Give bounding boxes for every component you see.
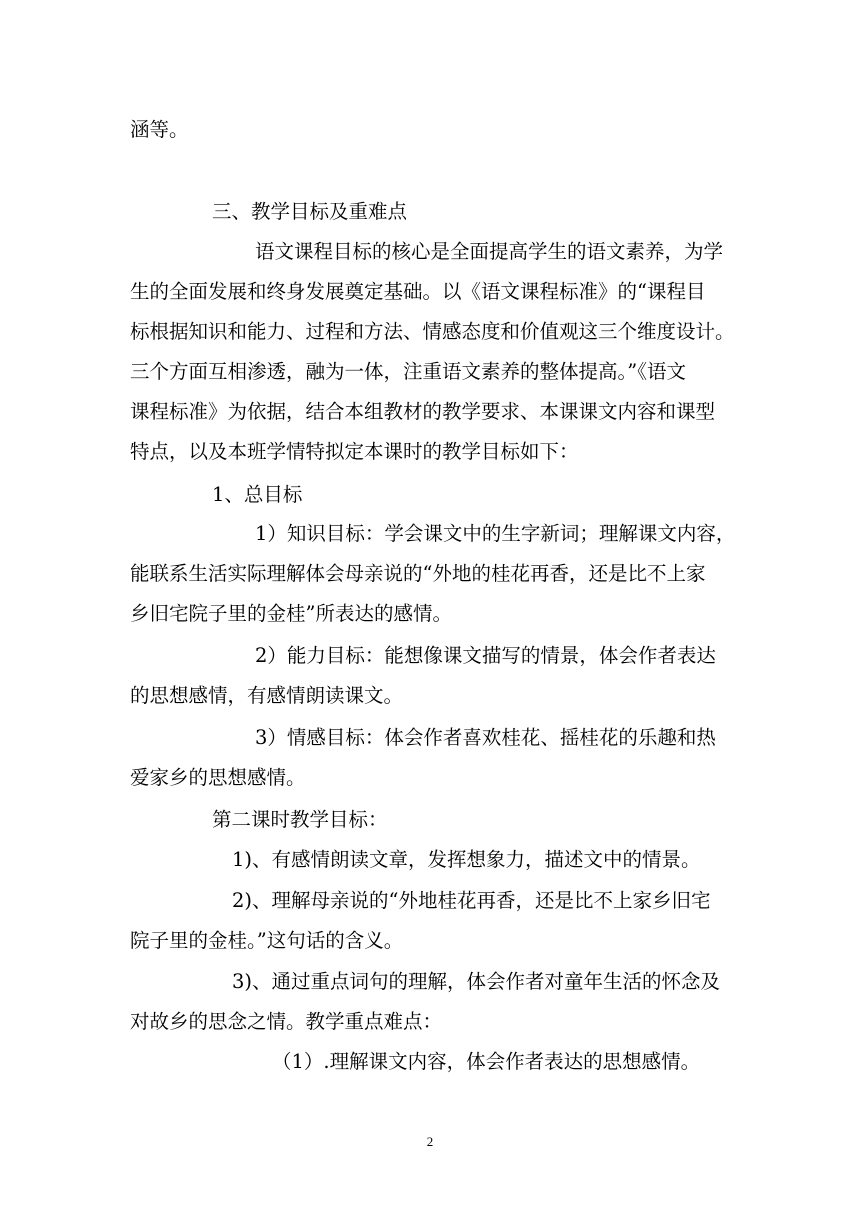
page-number: 2 <box>426 1134 434 1149</box>
text-line: 3)、通过重点词句的理解，体会作者对童年生活的怀念及 <box>232 970 721 993</box>
text-line: 乡旧宅院子里的金桂”所表达的感情。 <box>130 602 452 625</box>
section-heading: 三、教学目标及重难点 <box>212 200 408 223</box>
text-line: 标根据知识和能力、过程和方法、情感态度和价值观这三个维度设计。 <box>130 320 735 343</box>
text-line: 特点，以及本班学情特拟定本课时的教学目标如下： <box>130 440 579 463</box>
text-line: 3）情感目标：体会作者喜欢桂花、摇桂花的乐趣和热 <box>255 726 716 749</box>
text-line: 生的全面发展和终身发展奠定基础。以《语文课程标准》的“课程目 <box>130 280 706 303</box>
text-line: （1）.理解课文内容，体会作者表达的思想感情。 <box>272 1050 701 1073</box>
subsection-heading: 1、总目标 <box>212 483 303 506</box>
text-line: 1)、有感情朗读文章，发挥想象力，描述文中的情景。 <box>232 848 701 871</box>
text-line: 涵等。 <box>130 118 189 141</box>
text-line: 1）知识目标：学会课文中的生字新词；理解课文内容， <box>255 522 736 545</box>
text-line: 爱家乡的思想感情。 <box>130 766 306 789</box>
text-line: 院子里的金桂。”这句话的含义。 <box>130 929 404 952</box>
text-line: 课程标准》为依据，结合本组教材的教学要求、本课课文内容和课型 <box>130 400 716 423</box>
text-line: 对故乡的思念之情。教学重点难点： <box>130 1010 443 1033</box>
text-line: 能联系生活实际理解体会母亲说的“外地的桂花再香，还是比不上家 <box>130 562 706 585</box>
text-line: 2）能力目标：能想像课文描写的情景，体会作者表达 <box>255 644 716 667</box>
subsection-heading: 第二课时教学目标： <box>212 808 388 831</box>
text-line: 的思想感情，有感情朗读课文。 <box>130 684 404 707</box>
text-line: 语文课程目标的核心是全面提高学生的语文素养，为学 <box>255 240 724 263</box>
text-line: 2)、理解母亲说的“外地桂花再香，还是比不上家乡旧宅 <box>232 889 711 912</box>
text-line: 三个方面互相渗透，融为一体，注重语文素养的整体提高。”《语文 <box>130 360 686 383</box>
